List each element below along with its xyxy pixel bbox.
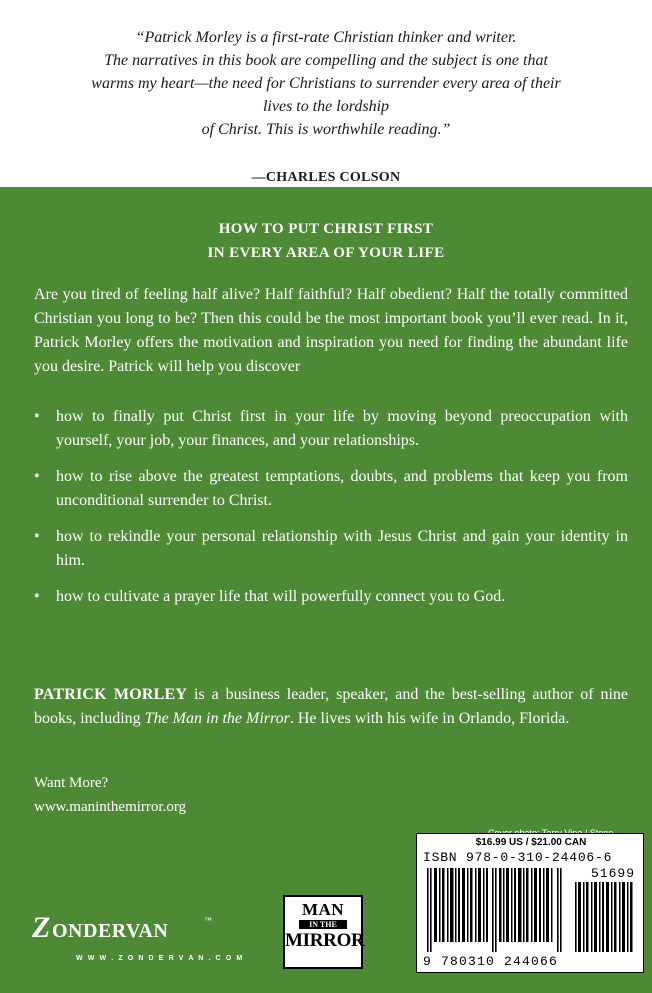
endorsement-quote [60, 26, 592, 141]
logo-wordmark: ONDERVAN [52, 920, 169, 942]
list-item [34, 585, 628, 609]
list-item-text: how to rekindle your personal relationship with Jesus Christ and gain your identity in him. [56, 528, 628, 569]
bio-text-1: is a business leader, speaker, and the best-selling author of nine books, including [34, 686, 628, 727]
quote-line: “Patrick Morley is a first-rate Christian thinker and writer. [135, 29, 517, 46]
isbn-text: ISBN 978-0-310-24406-6 [423, 850, 613, 865]
logo-line-1: MAN [301, 900, 345, 919]
logo-initial: Z [32, 911, 51, 944]
section-heading [0, 217, 652, 265]
list-item-text: how to cultivate a prayer life that will powerfully connect you to God. [56, 588, 506, 605]
logo-line-2: IN THE [299, 920, 347, 929]
barcode-bars-icon [423, 868, 569, 952]
author-name: PATRICK MORLEY [34, 686, 188, 703]
heading-line-1: HOW TO PUT CHRIST FIRST [218, 221, 434, 237]
price-label: $16.99 US / $21.00 CAN [475, 837, 587, 848]
addon-number: 51699 [590, 866, 635, 881]
author-bio [34, 683, 628, 731]
bullet-glyph: • [34, 408, 40, 425]
barcode-number: 9 780310 244066 [423, 954, 559, 969]
bullet-glyph: • [34, 468, 40, 485]
quote-line: warms my heart—the need for Christians to surrender every area of their [91, 75, 561, 92]
logo-line-3: MIRROR [285, 930, 365, 951]
list-item [34, 405, 628, 453]
barcode-box [416, 833, 644, 973]
want-more-block [34, 771, 186, 819]
want-more-label: Want More? [34, 775, 109, 791]
list-item [34, 465, 628, 513]
quote-line: of Christ. This is worthwhile reading.” [201, 121, 451, 138]
logo-trademark: ™ [204, 916, 212, 925]
intro-paragraph: Are you tired of feeling half alive? Half faithful? Half obedient? Half the totally committed Christian you long to be? Then this could be the most important book you’ll ever read. In it, Patrick Morley offers the motivation and inspiration you need for finding the abundant life you desire. Patrick will help you discover [34, 286, 628, 375]
bio-text-2: . He lives with his wife in Orlando, Florida. [289, 710, 570, 727]
list-item [34, 525, 628, 573]
description-panel [0, 187, 652, 993]
zondervan-logo-icon [32, 909, 232, 945]
list-item-text: how to rise above the greatest temptations, doubts, and problems that keep you from unconditional surrender to Christ. [56, 468, 628, 509]
book-title: The Man in the Mirror [144, 710, 290, 727]
endorsement-panel [0, 0, 652, 187]
quote-line: lives to the lordship [262, 98, 390, 115]
addon-barcode-icon [573, 882, 637, 952]
list-item-text: how to finally put Christ first in your life by moving beyond preoccupation with yourself, your job, your finances, and your relationships. [56, 408, 628, 449]
publisher-url: W W W . Z O N D E R V A N . C O M [76, 955, 244, 962]
quote-line: The narratives in this book are compelling and the subject is one that [104, 52, 548, 69]
bullet-glyph: • [34, 528, 40, 545]
bullet-glyph: • [34, 588, 40, 605]
website-link[interactable]: www.maninthemirror.org [34, 799, 187, 815]
quote-attribution: —CHARLES COLSON [251, 170, 401, 185]
benefit-list [34, 405, 628, 621]
heading-line-2: IN EVERY AREA OF YOUR LIFE [207, 245, 445, 261]
zondervan-logo [32, 909, 232, 950]
man-in-the-mirror-logo [283, 895, 363, 969]
